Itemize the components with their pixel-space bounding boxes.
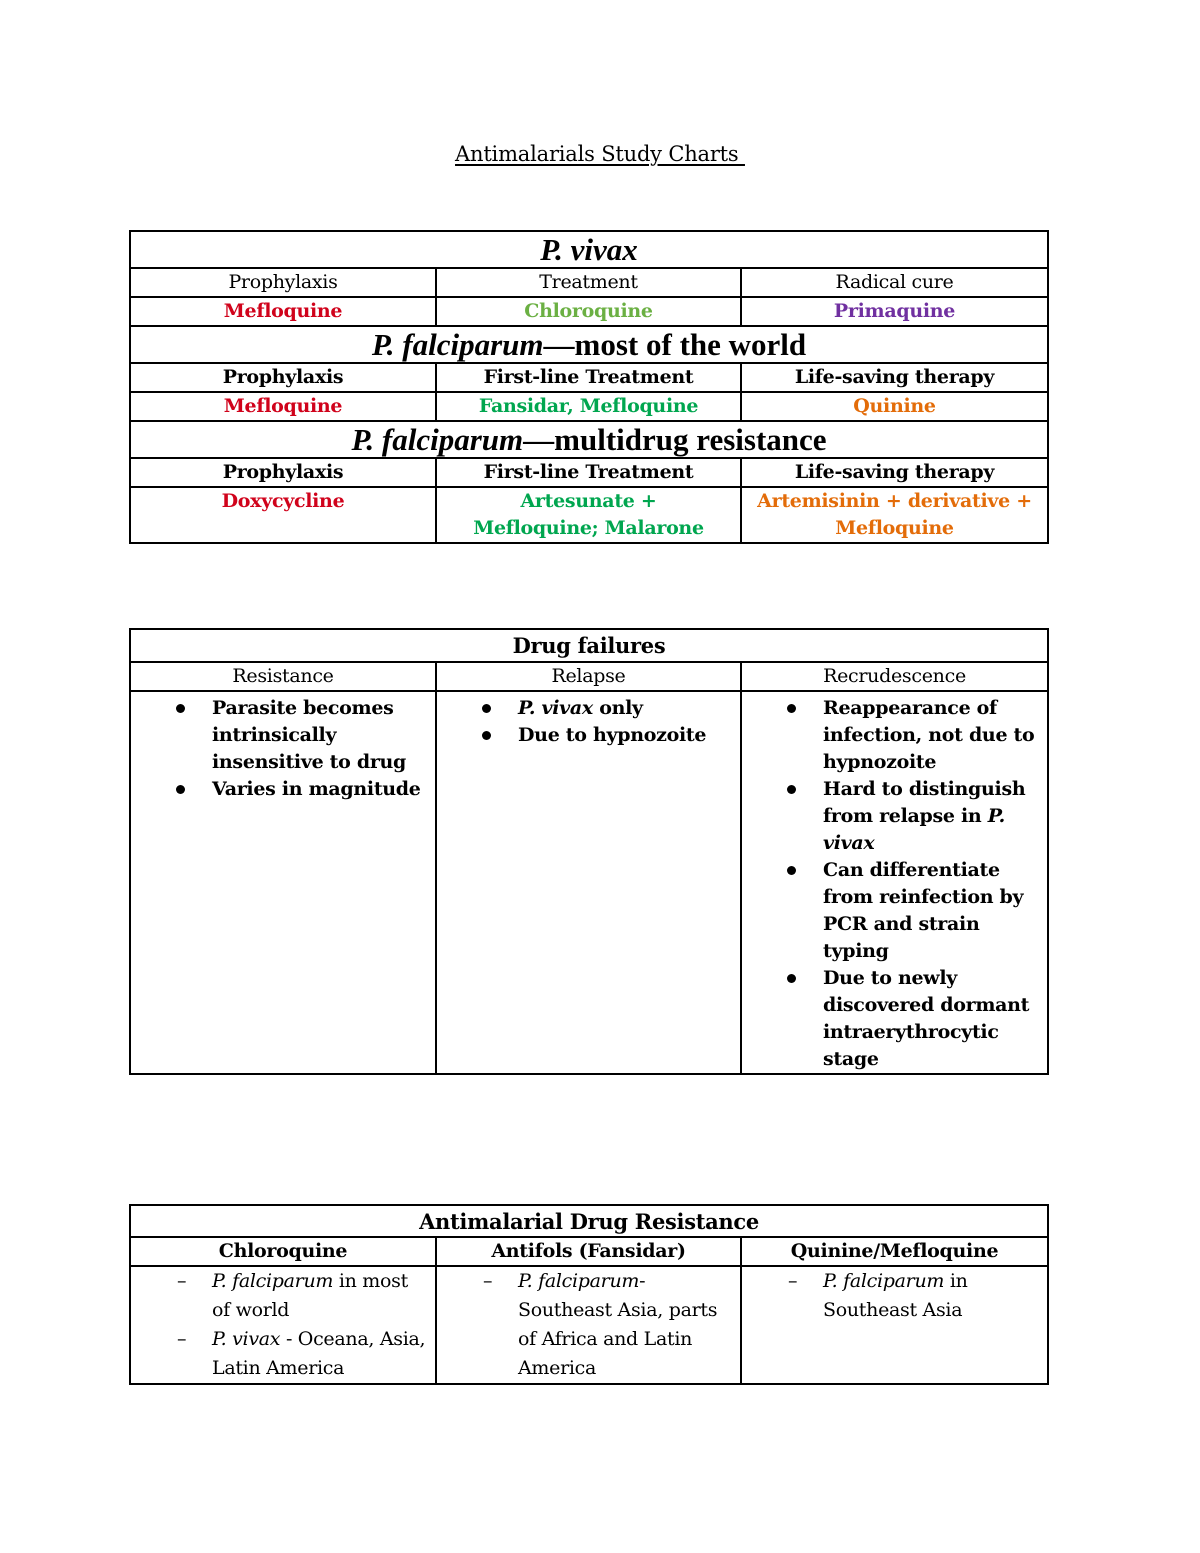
header-relapse: Relapse <box>436 662 741 691</box>
list-item: Varies in magnitude <box>131 776 435 803</box>
drug-resistance-table <box>129 1204 1049 1385</box>
list-item: – P. vivax - Oceana, Asia, Latin America <box>131 1325 435 1383</box>
drug-artesunate-mefloquine-malarone: Artesunate + Mefloquine; Malarone <box>436 487 741 543</box>
quinine-cell <box>741 1266 1048 1384</box>
header-prophylaxis: Prophylaxis <box>130 363 436 392</box>
list-item: – P. falciparum in most of world <box>131 1267 435 1325</box>
drug-failures-table <box>129 628 1049 1075</box>
list-item: Due to newly discovered dormant intraerythrocytic stage <box>742 965 1047 1073</box>
dash-icon: – <box>177 1328 187 1350</box>
list-item: Parasite becomes intrinsically insensitive to drug <box>131 695 435 776</box>
header-antifols: Antifols (Fansidar) <box>436 1237 741 1266</box>
treatment-table <box>129 230 1049 544</box>
header-quinine-mefloquine: Quinine/Mefloquine <box>741 1237 1048 1266</box>
drug-artemisinin-combination: Artemisinin + derivative + Mefloquine <box>741 487 1048 543</box>
vivax-title: P. vivax <box>130 231 1048 268</box>
dash-icon: – <box>177 1270 187 1292</box>
list-item: – P. falciparum- Southeast Asia, parts of Africa and Latin America <box>437 1267 740 1383</box>
drug-mefloquine: Mefloquine <box>130 297 436 326</box>
header-life-saving-therapy: Life-saving therapy <box>741 363 1048 392</box>
bullet-icon <box>482 731 491 740</box>
header-prophylaxis: Prophylaxis <box>130 458 436 487</box>
bullet-icon <box>787 974 796 983</box>
list-item: P. vivax only <box>437 695 740 722</box>
bullet-icon <box>787 866 796 875</box>
resistance-cell <box>130 691 436 1074</box>
drug-resistance-title: Antimalarial Drug Resistance <box>130 1205 1048 1237</box>
antifols-cell <box>436 1266 741 1384</box>
bullet-icon <box>176 704 185 713</box>
header-life-saving-therapy: Life-saving therapy <box>741 458 1048 487</box>
header-first-line-treatment: First-line Treatment <box>436 363 741 392</box>
falciparum-mdr-title: P. falciparum—multidrug resistance <box>130 421 1048 458</box>
header-radical-cure: Radical cure <box>741 268 1048 297</box>
falciparum-world-title: P. falciparum—most of the world <box>130 326 1048 363</box>
bullet-icon <box>482 704 491 713</box>
relapse-cell <box>436 691 741 1074</box>
header-treatment: Treatment <box>436 268 741 297</box>
drug-primaquine: Primaquine <box>741 297 1048 326</box>
drug-failures-title: Drug failures <box>130 629 1048 662</box>
drug-mefloquine: Mefloquine <box>130 392 436 421</box>
header-prophylaxis: Prophylaxis <box>130 268 436 297</box>
page-title: Antimalarials Study Charts <box>455 142 745 166</box>
list-item: Hard to distinguish from relapse in P. vivax <box>742 776 1047 857</box>
bullet-icon <box>176 785 185 794</box>
drug-chloroquine: Chloroquine <box>436 297 741 326</box>
bullet-icon <box>787 785 796 794</box>
list-item: Can differentiate from reinfection by PCR and strain typing <box>742 857 1047 965</box>
chloroquine-cell <box>130 1266 436 1384</box>
header-resistance: Resistance <box>130 662 436 691</box>
dash-icon: – <box>483 1270 493 1292</box>
drug-fansidar-mefloquine: Fansidar, Mefloquine <box>436 392 741 421</box>
bullet-icon <box>787 704 796 713</box>
list-item: Reappearance of infection, not due to hypnozoite <box>742 695 1047 776</box>
dash-icon: – <box>788 1270 798 1292</box>
list-item: – P. falciparum in Southeast Asia <box>742 1267 1047 1325</box>
header-first-line-treatment: First-line Treatment <box>436 458 741 487</box>
header-recrudescence: Recrudescence <box>741 662 1048 691</box>
drug-doxycycline: Doxycycline <box>130 487 436 543</box>
recrudescence-cell <box>741 691 1048 1074</box>
header-chloroquine: Chloroquine <box>130 1237 436 1266</box>
list-item: Due to hypnozoite <box>437 722 740 749</box>
drug-quinine: Quinine <box>741 392 1048 421</box>
